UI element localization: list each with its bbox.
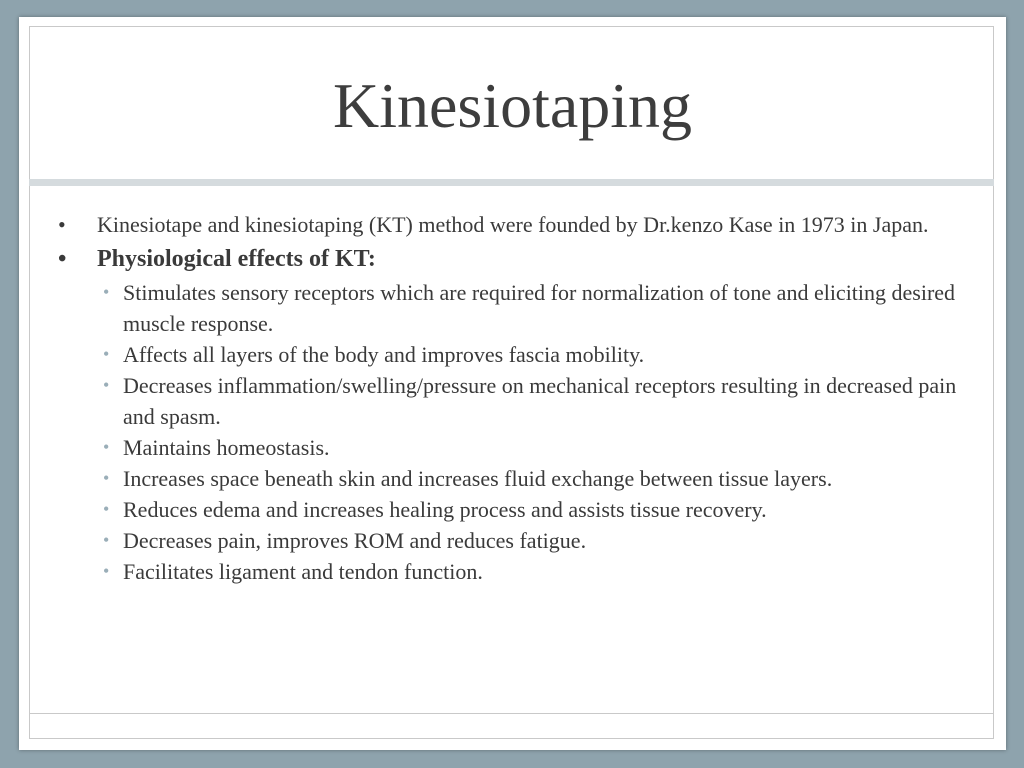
sub-bullet-item: [56, 277, 976, 339]
bullet-text: Kinesiotape and kinesiotaping (KT) method were founded by Dr.kenzo Kase in 1973 in Japan.: [97, 212, 929, 237]
sub-bullet-marker: •: [103, 282, 110, 302]
footer-divider: [29, 713, 994, 714]
bullet-item-founding: [56, 210, 976, 239]
title-divider-band: [29, 179, 994, 186]
sub-bullet-text: Increases space beneath skin and increases fluid exchange between tissue layers.: [123, 466, 833, 491]
sub-bullet-marker: •: [103, 375, 110, 395]
sub-bullet-item: [56, 432, 976, 463]
sub-bullet-text: Maintains homeostasis.: [123, 435, 330, 460]
effects-sub-list: [56, 277, 976, 587]
sub-bullet-item: [56, 463, 976, 494]
sub-bullet-marker: •: [103, 530, 110, 550]
sub-bullet-marker: •: [103, 499, 110, 519]
sub-bullet-item: [56, 494, 976, 525]
sub-bullet-text: Decreases inflammation/swelling/pressure on mechanical receptors resulting in decreased pain and spasm.: [123, 373, 957, 429]
slide-title: Kinesiotaping: [332, 70, 693, 141]
sub-bullet-text: Decreases pain, improves ROM and reduces fatigue.: [123, 528, 587, 553]
sub-bullet-text: Facilitates ligament and tendon function.: [123, 559, 483, 584]
sub-bullet-marker: •: [103, 344, 110, 364]
sub-bullet-text: Stimulates sensory receptors which are required for normalization of tone and eliciting desired muscle response.: [123, 280, 956, 336]
sub-bullet-marker: •: [103, 437, 110, 457]
slide: [19, 17, 1006, 750]
sub-bullet-item: [56, 556, 976, 587]
slide-body: [56, 210, 976, 587]
sub-bullet-item: [56, 339, 976, 370]
bullet-marker: •: [58, 212, 66, 237]
sub-bullet-text: Affects all layers of the body and improves fascia mobility.: [123, 342, 645, 367]
sub-bullet-marker: •: [103, 561, 110, 581]
sub-bullet-text: Reduces edema and increases healing process and assists tissue recovery.: [123, 497, 767, 522]
bullet-text: Physiological effects of KT:: [97, 246, 376, 272]
bullet-marker: •: [58, 246, 67, 272]
sub-bullet-item: [56, 370, 976, 432]
sub-bullet-item: [56, 525, 976, 556]
sub-bullet-marker: •: [103, 468, 110, 488]
bullet-item-effects-heading: [56, 243, 976, 275]
